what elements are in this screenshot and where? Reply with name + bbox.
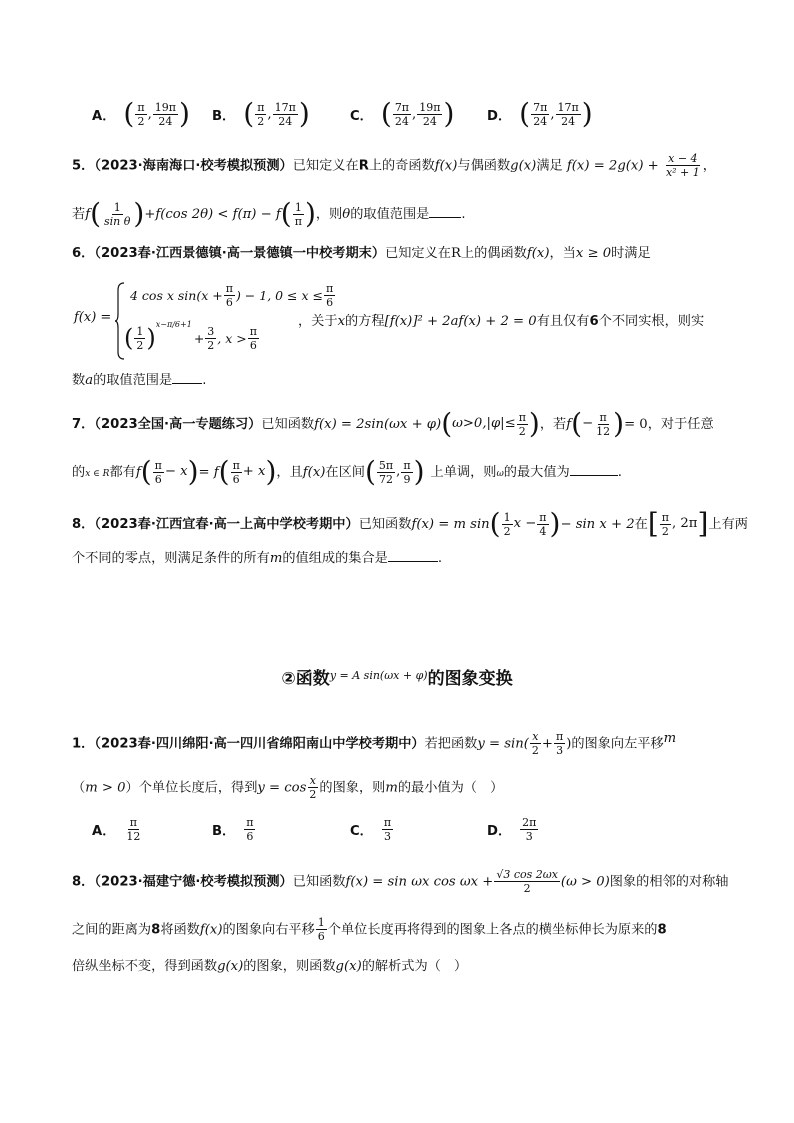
text: 的方程: [345, 314, 385, 329]
question-number: 8．: [72, 874, 95, 890]
denominator: 2: [518, 424, 526, 438]
s1-option-a: [92, 816, 143, 843]
question-5-line-1: 5．（2023·海南海口·校考模拟预测）已知定义在R上的奇函数f(x)与偶函数g(x)满足 f(x) = 2g(x) + $\frac{x - 4}{\text{x² + 1}}$ ，: [72, 152, 716, 179]
question-source: （2023春·四川绵阳·高一四川省绵阳南山中学校考期中）: [94, 736, 425, 752]
math: − sin x + 2: [560, 517, 635, 532]
numerator: π: [257, 100, 265, 114]
math: + x: [242, 464, 266, 479]
numerator: 19π: [419, 100, 441, 114]
fraction: [594, 411, 612, 438]
denominator: 2: [137, 114, 145, 128]
numerator: π: [555, 730, 564, 743]
math: = f: [198, 465, 219, 480]
fraction: [273, 101, 298, 128]
text: 上的偶函数: [460, 246, 527, 261]
text: （: [72, 780, 86, 796]
numerator: 2π: [522, 816, 537, 829]
option-d: D． ( $\frac{7\pi}{24}$ , $\frac{17\pi}{24}$ ): [487, 97, 593, 130]
text: 之间的距离为: [72, 922, 152, 938]
math: m: [269, 551, 283, 566]
text: 与偶函数: [457, 158, 511, 174]
math: f(x) =: [74, 310, 112, 325]
math: 4 cos x sin(x +: [130, 288, 223, 303]
numerator: 1: [294, 200, 302, 214]
text: 的值组成的集合是: [282, 551, 388, 566]
fraction: [124, 816, 142, 843]
option-label: D．: [487, 824, 512, 839]
question-6-piecewise: [74, 280, 734, 362]
section-title: [0, 664, 794, 689]
math: g(x): [335, 959, 362, 974]
numerator: 17π: [274, 100, 296, 114]
option-label: A．: [92, 824, 116, 839]
math: f(x) = sin ωx cos ωx +: [345, 874, 494, 890]
denominator: 24: [561, 114, 576, 128]
numerator: 7π: [394, 100, 410, 114]
math: ω>0,|φ|≤: [452, 416, 516, 431]
text: 已知定义在: [385, 246, 451, 261]
numerator: x: [309, 774, 316, 787]
s1-option-b: [212, 816, 256, 843]
fraction: [293, 201, 304, 228]
denominator: 2: [531, 744, 539, 757]
question-8a-line-2: [72, 550, 734, 568]
option-label: A．: [92, 108, 116, 124]
numerator: 1: [503, 510, 511, 524]
fraction: [231, 459, 242, 486]
denominator: 2: [661, 524, 669, 538]
math-R: R: [451, 246, 461, 261]
question-6-line-1: [72, 245, 734, 263]
fraction: [517, 411, 528, 438]
numerator: 1: [136, 324, 144, 338]
text: 的图象，则函数: [243, 959, 336, 974]
math: [f(x)]² + 2af(x) + 2 = 0: [384, 314, 537, 329]
numerator: x: [532, 730, 539, 743]
numerator: π: [403, 458, 411, 472]
math: x ∈ R: [85, 469, 110, 479]
numerator: π: [154, 458, 162, 472]
math: f(x) = 2sin(ωx + φ): [314, 417, 442, 432]
fraction: [244, 816, 255, 843]
denominator: 3: [556, 744, 564, 757]
question-8a-line-1: 8．（2023春·江西宜春·高一上高中学校考期中）已知函数f(x) = m sin ( $\frac{1}{2}$ x − $\frac{\pi}{4}$ ) − sin x + 2在 [ $\frac{\pi}{2}$ , 2π ] 上有两: [72, 507, 748, 540]
text: 已知定义在: [292, 158, 359, 174]
question-source: （2023春·江西宜春·高一上高中学校考期中）: [94, 517, 359, 532]
fraction: [307, 774, 318, 801]
fraction: [153, 101, 178, 128]
fraction: [660, 511, 671, 538]
text: 个不同的零点，则满足条件的所有: [72, 551, 270, 566]
denominator: π: [294, 214, 302, 228]
fraction: [417, 101, 442, 128]
denominator: 24: [422, 114, 437, 128]
text: 满足: [536, 158, 563, 174]
math: f(x): [526, 246, 550, 261]
denominator: 12: [596, 424, 611, 438]
text: ）个单位长度后，得到: [125, 780, 258, 796]
fraction: [205, 325, 216, 352]
text: 的图象变换: [427, 669, 513, 689]
numerator: 19π: [154, 100, 177, 114]
text: 8: [151, 922, 161, 938]
denominator: 72: [379, 472, 394, 486]
fraction: [324, 282, 335, 309]
text: 的图象向左平移: [571, 736, 664, 752]
math: y = cos: [257, 780, 307, 796]
text: 将函数: [160, 922, 200, 938]
numerator: π: [539, 510, 547, 524]
denominator: x² + 1: [665, 166, 700, 179]
answer-blank[interactable]: [388, 561, 438, 562]
fraction: [530, 730, 541, 757]
math: m > 0: [85, 780, 126, 796]
text: .: [202, 373, 207, 388]
exponent: x−π/6+1: [155, 319, 192, 329]
text: 有且仅有: [536, 314, 590, 329]
text: ②函数: [281, 669, 330, 689]
question-5-line-2: 若f ( $\frac{1}{\text{sin θ}}$ ) +f(cos 2θ) < f(π) − f ( $\frac{1}{\pi}$ ) ，则θ的取值范围是 .: [72, 197, 466, 230]
question-source: （2023全国·高一专题练习）: [94, 417, 262, 432]
text: 8: [657, 922, 667, 938]
text: 的图象向右平移: [222, 922, 315, 938]
numerator: π: [661, 510, 669, 524]
math: f: [566, 417, 572, 432]
denominator: 24: [158, 114, 173, 128]
numerator: 7π: [533, 100, 548, 114]
text: ，则: [315, 207, 343, 222]
s8-line-2: [72, 916, 734, 943]
fraction: [393, 101, 411, 128]
text: 的最大值为: [503, 465, 570, 480]
math: , 2π: [672, 516, 698, 531]
math: x ≥ 0: [575, 246, 612, 261]
denominator: 6: [326, 296, 334, 309]
fraction: [520, 816, 538, 843]
math: y = sin(: [477, 736, 529, 752]
denominator: 2: [523, 882, 531, 895]
denominator: 6: [225, 296, 233, 309]
denominator: 2: [503, 524, 511, 538]
question-number: 7．: [72, 417, 95, 432]
fraction: [554, 730, 565, 757]
text: 的取值范围是: [350, 207, 430, 222]
denominator: 24: [278, 114, 293, 128]
question-6-line-2: [298, 310, 704, 329]
fraction: [382, 816, 393, 843]
option-b: B． ( $\frac{\pi}{2}$ , $\frac{17\pi}{24}$ ): [212, 97, 310, 130]
denominator: 6: [154, 472, 162, 486]
math: f(x): [199, 922, 223, 938]
text: 倍纵坐标不变，得到函数: [72, 959, 218, 974]
s1-option-c: [350, 816, 394, 843]
fraction: [153, 459, 164, 486]
text: 图象的相邻的对称轴: [609, 874, 729, 890]
math-R: R: [358, 158, 369, 174]
text: 的解析式为（ ）: [361, 959, 468, 974]
text: 都有: [109, 465, 136, 480]
text: ，且: [276, 465, 303, 480]
question-number: 1．: [72, 736, 95, 752]
math: − x: [164, 464, 188, 479]
denominator: sin θ: [104, 214, 131, 228]
math: θ: [342, 207, 351, 222]
text: ，对于任意: [647, 417, 714, 432]
option-label: D．: [487, 108, 512, 124]
s1-line-1: [72, 730, 734, 757]
denominator: 4: [539, 524, 547, 538]
fraction: [537, 511, 548, 538]
denominator: 9: [403, 472, 411, 486]
text: 的图象，则: [319, 780, 386, 796]
s8-line-3: [72, 958, 734, 976]
math: x −: [513, 516, 537, 531]
answer-blank[interactable]: [172, 383, 202, 384]
numerator: √3 cos 2ωx: [496, 868, 558, 881]
math: ω: [496, 469, 504, 479]
numerator: π: [326, 282, 334, 295]
question-6-line-3: [72, 372, 734, 390]
text: .: [437, 551, 443, 566]
s1-line-2: [72, 774, 734, 801]
text: 上的奇函数: [368, 158, 435, 174]
text: .: [461, 207, 466, 222]
math: ) − 1, 0 ≤ x ≤: [235, 288, 324, 303]
question-number: 6．: [72, 246, 95, 261]
fraction: [502, 511, 513, 538]
numerator: 17π: [557, 100, 579, 114]
math: f(x): [302, 465, 326, 480]
math: a: [85, 373, 94, 388]
denominator: 2: [136, 338, 144, 352]
question-7-line-2: 的x ∈ R都有f ( $\frac{\pi}{6}$ − x ) = f ( $\frac{\pi}{6}$ + x ) ，且f(x)在区间 ( $\frac{5\pi}{72}$ , $\frac{\pi}{9}$ ) 上单调，则ω的最大值为 .: [72, 455, 622, 488]
denominator: 24: [533, 114, 548, 128]
text: 个不同实根，则实: [598, 314, 705, 329]
denominator: 2: [207, 338, 215, 352]
text: 已知函数: [261, 417, 315, 432]
text: 时满足: [611, 246, 651, 261]
option-label: B．: [212, 824, 236, 839]
math: x: [337, 314, 345, 329]
numerator: x − 4: [668, 152, 698, 165]
numerator: π: [225, 282, 233, 295]
question-source: （2023·福建宁德·校考模拟预测）: [94, 874, 293, 890]
numerator: π: [249, 324, 257, 338]
denominator: 12: [126, 830, 141, 843]
text: ，当: [549, 246, 576, 261]
denominator: 2: [257, 114, 265, 128]
math: (ω > 0): [560, 874, 610, 890]
math: y = A sin(ωx + φ): [329, 669, 428, 682]
numerator: π: [599, 410, 607, 424]
s1-option-d: [487, 816, 539, 843]
fraction: [664, 152, 702, 179]
text: 若: [72, 207, 86, 222]
fraction: [556, 101, 581, 128]
denominator: 6: [249, 338, 257, 352]
numerator: π: [137, 100, 145, 114]
text: 已知函数: [358, 517, 412, 532]
question-source: （2023·海南海口·校考模拟预测）: [94, 158, 293, 174]
option-label: C．: [350, 824, 373, 839]
option-a: A． ( $\frac{\pi}{2}$ , $\frac{19\pi}{24}$ ): [92, 97, 190, 130]
text: 已知函数: [292, 874, 346, 890]
text: 上有两: [708, 517, 748, 532]
text: 的最小值为（ ）: [397, 780, 504, 796]
denominator: 6: [232, 472, 240, 486]
denominator: 24: [394, 114, 409, 128]
math: f(x): [434, 158, 458, 174]
math: f(x) = 2g(x) +: [566, 158, 659, 174]
numerator: 1: [113, 200, 121, 214]
fraction: [316, 916, 327, 943]
text: ，关于: [298, 314, 338, 329]
text: 数: [72, 373, 86, 388]
math: m: [663, 730, 677, 746]
numerator: 3: [207, 324, 215, 338]
question-number: 8．: [72, 517, 95, 532]
answer-blank[interactable]: [570, 475, 618, 476]
fraction: [531, 101, 549, 128]
numerator: 1: [317, 916, 325, 929]
denominator: 2: [309, 788, 317, 801]
math: +: [193, 330, 205, 346]
fraction: [102, 201, 132, 228]
option-c: C． ( $\frac{7\pi}{24}$ , $\frac{19\pi}{24}$ ): [350, 97, 455, 130]
math: , x >: [217, 330, 247, 346]
text: 在: [634, 517, 648, 532]
numerator: 5π: [378, 458, 394, 472]
s8-line-1: [72, 868, 734, 895]
fraction: [224, 282, 235, 309]
fraction: [494, 868, 560, 895]
fraction: [134, 325, 145, 352]
text: 上单调，则: [430, 465, 497, 480]
question-7-line-1: 7．（2023全国·高一专题练习）已知函数f(x) = 2sin(ωx + φ) ( ω>0,|φ|≤ $\frac{\pi}{2}$ ) ，若f ( − $\frac{\pi}{12}$ ) = 0，对于任意: [72, 407, 714, 440]
case-1: [130, 282, 336, 309]
math: f(cos 2θ) < f(π) − f: [155, 207, 281, 222]
text: 若把函数: [424, 736, 478, 752]
denominator: 3: [383, 830, 391, 843]
math: f(x) = m sin: [411, 517, 490, 532]
text: 的: [72, 465, 86, 480]
option-label: B．: [212, 108, 236, 124]
denominator: 3: [525, 830, 533, 843]
answer-blank[interactable]: [429, 217, 461, 218]
text: ，若: [539, 417, 567, 432]
text: 6: [589, 314, 599, 329]
math: g(x): [510, 158, 537, 174]
fraction: [401, 459, 412, 486]
math: f: [135, 465, 141, 480]
question-number: 5．: [72, 158, 95, 174]
text: .: [617, 465, 622, 480]
numerator: π: [518, 410, 526, 424]
case-2: ( $\frac{1}{2}$ ) $^{x-\pi/6+1}$ + $\frac{3}{2}$ , x > $\frac{\pi}{6}$: [124, 319, 257, 352]
fraction: [377, 459, 395, 486]
text: 的取值范围是: [93, 373, 173, 388]
text: 个单位长度再将得到的图象上各点的横坐标伸长为原来的: [327, 922, 658, 938]
question-source: （2023春·江西景德镇·高一景德镇一中校考期末）: [94, 246, 386, 261]
option-label: C．: [350, 108, 373, 124]
numerator: π: [383, 816, 392, 829]
denominator: 6: [246, 830, 254, 843]
math: ): [566, 736, 572, 752]
math: +: [541, 736, 553, 752]
fraction: [248, 325, 259, 352]
denominator: 6: [317, 930, 325, 943]
fraction: [135, 101, 146, 128]
numerator: π: [129, 816, 138, 829]
math: m: [385, 780, 398, 796]
numerator: π: [232, 458, 240, 472]
text: 在区间: [325, 465, 365, 480]
numerator: π: [246, 816, 254, 829]
fraction: [255, 101, 266, 128]
math: = 0: [624, 417, 648, 432]
math: g(x): [217, 959, 244, 974]
